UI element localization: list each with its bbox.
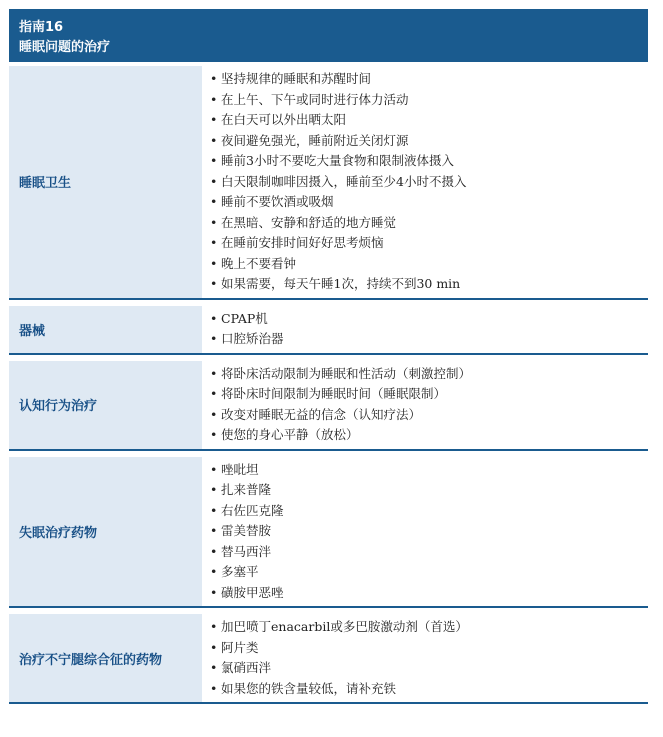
list-item-text: 阿片类 [221, 639, 259, 655]
section-items [202, 361, 648, 449]
section-label: 睡眠卫生 [9, 66, 202, 298]
list-item-text: 使您的身心平静（放松） [221, 427, 359, 442]
list-item [210, 460, 648, 481]
section-label: 认知行为治疗 [9, 361, 202, 449]
list-item-text: 坚持规律的睡眠和苏醒时间 [221, 71, 372, 86]
list-item [210, 69, 648, 90]
list-item [210, 658, 648, 679]
guide-title: 睡眠问题的治疗 [19, 40, 111, 55]
bullet-icon: • [210, 406, 218, 422]
bullet-icon: • [210, 386, 218, 401]
section-row [9, 306, 648, 353]
bullet-icon: • [210, 276, 218, 291]
bullet-icon: • [210, 255, 218, 271]
list-item [210, 192, 648, 213]
bullet-icon: • [210, 331, 218, 346]
list-item [210, 151, 648, 172]
list-item-text: 右佐匹克隆 [221, 502, 284, 518]
list-item-text: 如果需要，每天午睡1次，持续不到30 min [221, 276, 461, 291]
list-item-text: 在睡前安排时间好好思考烦恼 [221, 235, 384, 250]
bullet-icon: • [210, 365, 218, 381]
list-item [210, 90, 648, 111]
list-item-text: 将卧床时间限制为睡眠时间（睡眠限制） [221, 386, 447, 401]
list-item [210, 364, 648, 385]
list-item-text: 在黑暗、安静和舒适的地方睡觉 [221, 214, 397, 230]
bullet-icon: • [210, 427, 218, 442]
list-item [210, 172, 648, 193]
list-item [210, 213, 648, 234]
bullet-icon: • [210, 310, 218, 326]
list-item-text: 唑吡坦 [221, 461, 259, 477]
list-item [210, 131, 648, 152]
bullet-icon: • [210, 71, 218, 86]
list-item [210, 405, 648, 426]
list-item [210, 384, 648, 405]
list-item [210, 480, 648, 501]
bullet-icon: • [210, 132, 218, 148]
list-item [210, 254, 648, 275]
list-item-text: 在白天可以外出晒太阳 [221, 112, 347, 127]
list-item [210, 638, 648, 659]
section-divider [9, 606, 648, 608]
list-item-text: 口腔矫治器 [221, 331, 284, 346]
list-item-text: 替马西泮 [221, 543, 272, 559]
section-divider [9, 702, 648, 704]
bullet-icon: • [210, 214, 218, 230]
section-items [202, 66, 648, 298]
bullet-icon: • [210, 523, 218, 538]
bullet-icon: • [210, 112, 218, 127]
section-row [9, 457, 648, 607]
list-item-text: 将卧床活动限制为睡眠和性活动（刺激控制） [221, 365, 472, 381]
guide-table [9, 9, 648, 704]
bullet-icon: • [210, 482, 218, 497]
list-item [210, 274, 648, 295]
guide-number: 指南16 [19, 20, 64, 35]
bullet-icon: • [210, 660, 218, 675]
list-item-text: 白天限制咖啡因摄入，睡前至少4小时不摄入 [221, 173, 467, 189]
bullet-icon: • [210, 584, 218, 600]
bullet-icon: • [210, 91, 218, 107]
list-item-text: 加巴喷丁enacarbil或多巴胺激动剂（首选） [221, 619, 468, 634]
section-divider [9, 449, 648, 451]
list-item [210, 617, 648, 638]
list-item [210, 110, 648, 131]
list-item-text: 夜间避免强光，睡前附近关闭灯源 [221, 132, 409, 148]
list-item-text: 在上午、下午或同时进行体力活动 [221, 91, 409, 107]
list-item-text: 改变对睡眠无益的信念（认知疗法） [221, 406, 422, 422]
list-item [210, 542, 648, 563]
section-label: 失眠治疗药物 [9, 457, 202, 607]
list-item-text: 多塞平 [221, 564, 259, 579]
list-item [210, 501, 648, 522]
list-item [210, 562, 648, 583]
sections-container [9, 66, 648, 704]
list-item-text: 雷美替胺 [221, 523, 272, 538]
bullet-icon: • [210, 173, 218, 189]
list-item-text: 晚上不要看钟 [221, 255, 297, 271]
list-item-text: 如果您的铁含量较低，请补充铁 [221, 680, 397, 696]
section-label: 器械 [9, 306, 202, 353]
list-item [210, 679, 648, 700]
section-divider [9, 353, 648, 355]
list-item [210, 583, 648, 604]
section-row [9, 614, 648, 702]
list-item [210, 521, 648, 542]
bullet-icon: • [210, 680, 218, 696]
section-items [202, 457, 648, 607]
bullet-icon: • [210, 564, 218, 579]
section-items [202, 614, 648, 702]
bullet-icon: • [210, 543, 218, 559]
list-item [210, 425, 648, 446]
list-item [210, 329, 648, 350]
bullet-icon: • [210, 461, 218, 477]
list-item [210, 309, 648, 330]
list-item-text: 睡前3小时不要吃大量食物和限制液体摄入 [221, 153, 454, 168]
section-row [9, 361, 648, 449]
list-item-text: 磺胺甲恶唑 [221, 584, 284, 600]
list-item-text: 扎来普隆 [221, 482, 272, 497]
bullet-icon: • [210, 502, 218, 518]
bullet-icon: • [210, 619, 218, 634]
section-row [9, 66, 648, 298]
bullet-icon: • [210, 639, 218, 655]
list-item-text: 睡前不要饮酒或吸烟 [221, 194, 334, 209]
list-item [210, 233, 648, 254]
section-label: 治疗不宁腿综合征的药物 [9, 614, 202, 702]
section-items [202, 306, 648, 353]
section-divider [9, 298, 648, 300]
list-item-text: 氯硝西泮 [221, 660, 272, 675]
bullet-icon: • [210, 153, 218, 168]
bullet-icon: • [210, 194, 218, 209]
bullet-icon: • [210, 235, 218, 250]
list-item-text: CPAP机 [221, 310, 268, 326]
table-header [9, 9, 648, 62]
